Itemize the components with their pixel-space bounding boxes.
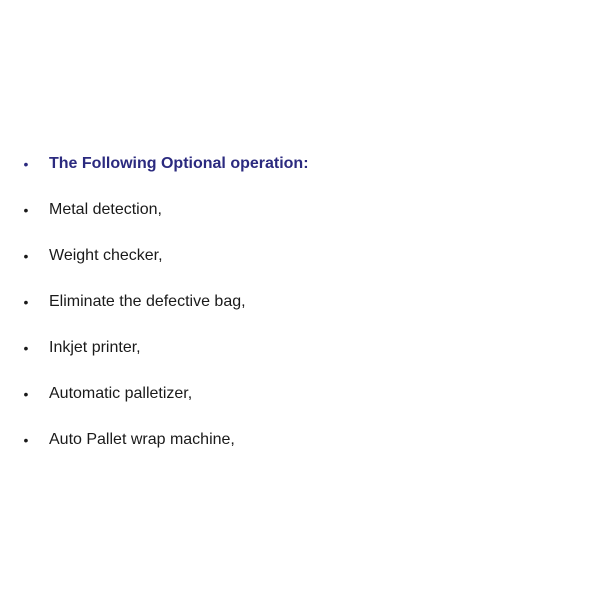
list-item-automatic-palletizer bbox=[0, 382, 600, 428]
list-item-inkjet-printer bbox=[0, 336, 600, 382]
list-item-auto-pallet-wrap-machine bbox=[0, 428, 600, 474]
list-item-text: Auto Pallet wrap machine, bbox=[49, 431, 235, 448]
bullet-icon: • bbox=[23, 340, 29, 356]
bullet-icon: • bbox=[23, 432, 29, 448]
list-item-text: Eliminate the defective bag, bbox=[49, 293, 246, 310]
list-item-metal-detection bbox=[0, 198, 600, 244]
list-heading bbox=[0, 152, 600, 198]
list-item-weight-checker bbox=[0, 244, 600, 290]
bullet-icon: • bbox=[23, 386, 29, 402]
list-item-text: Automatic palletizer, bbox=[49, 385, 193, 402]
bullet-icon: • bbox=[23, 202, 29, 218]
heading-text: The Following Optional operation: bbox=[49, 155, 309, 172]
bullet-icon: • bbox=[23, 156, 29, 172]
list-item-text: Inkjet printer, bbox=[49, 339, 141, 356]
list-item-text: Metal detection, bbox=[49, 201, 162, 218]
optional-operations-list bbox=[0, 152, 600, 474]
list-item-eliminate-defective-bag bbox=[0, 290, 600, 336]
bullet-icon: • bbox=[23, 294, 29, 310]
list-item-text: Weight checker, bbox=[49, 247, 163, 264]
bullet-icon: • bbox=[23, 248, 29, 264]
